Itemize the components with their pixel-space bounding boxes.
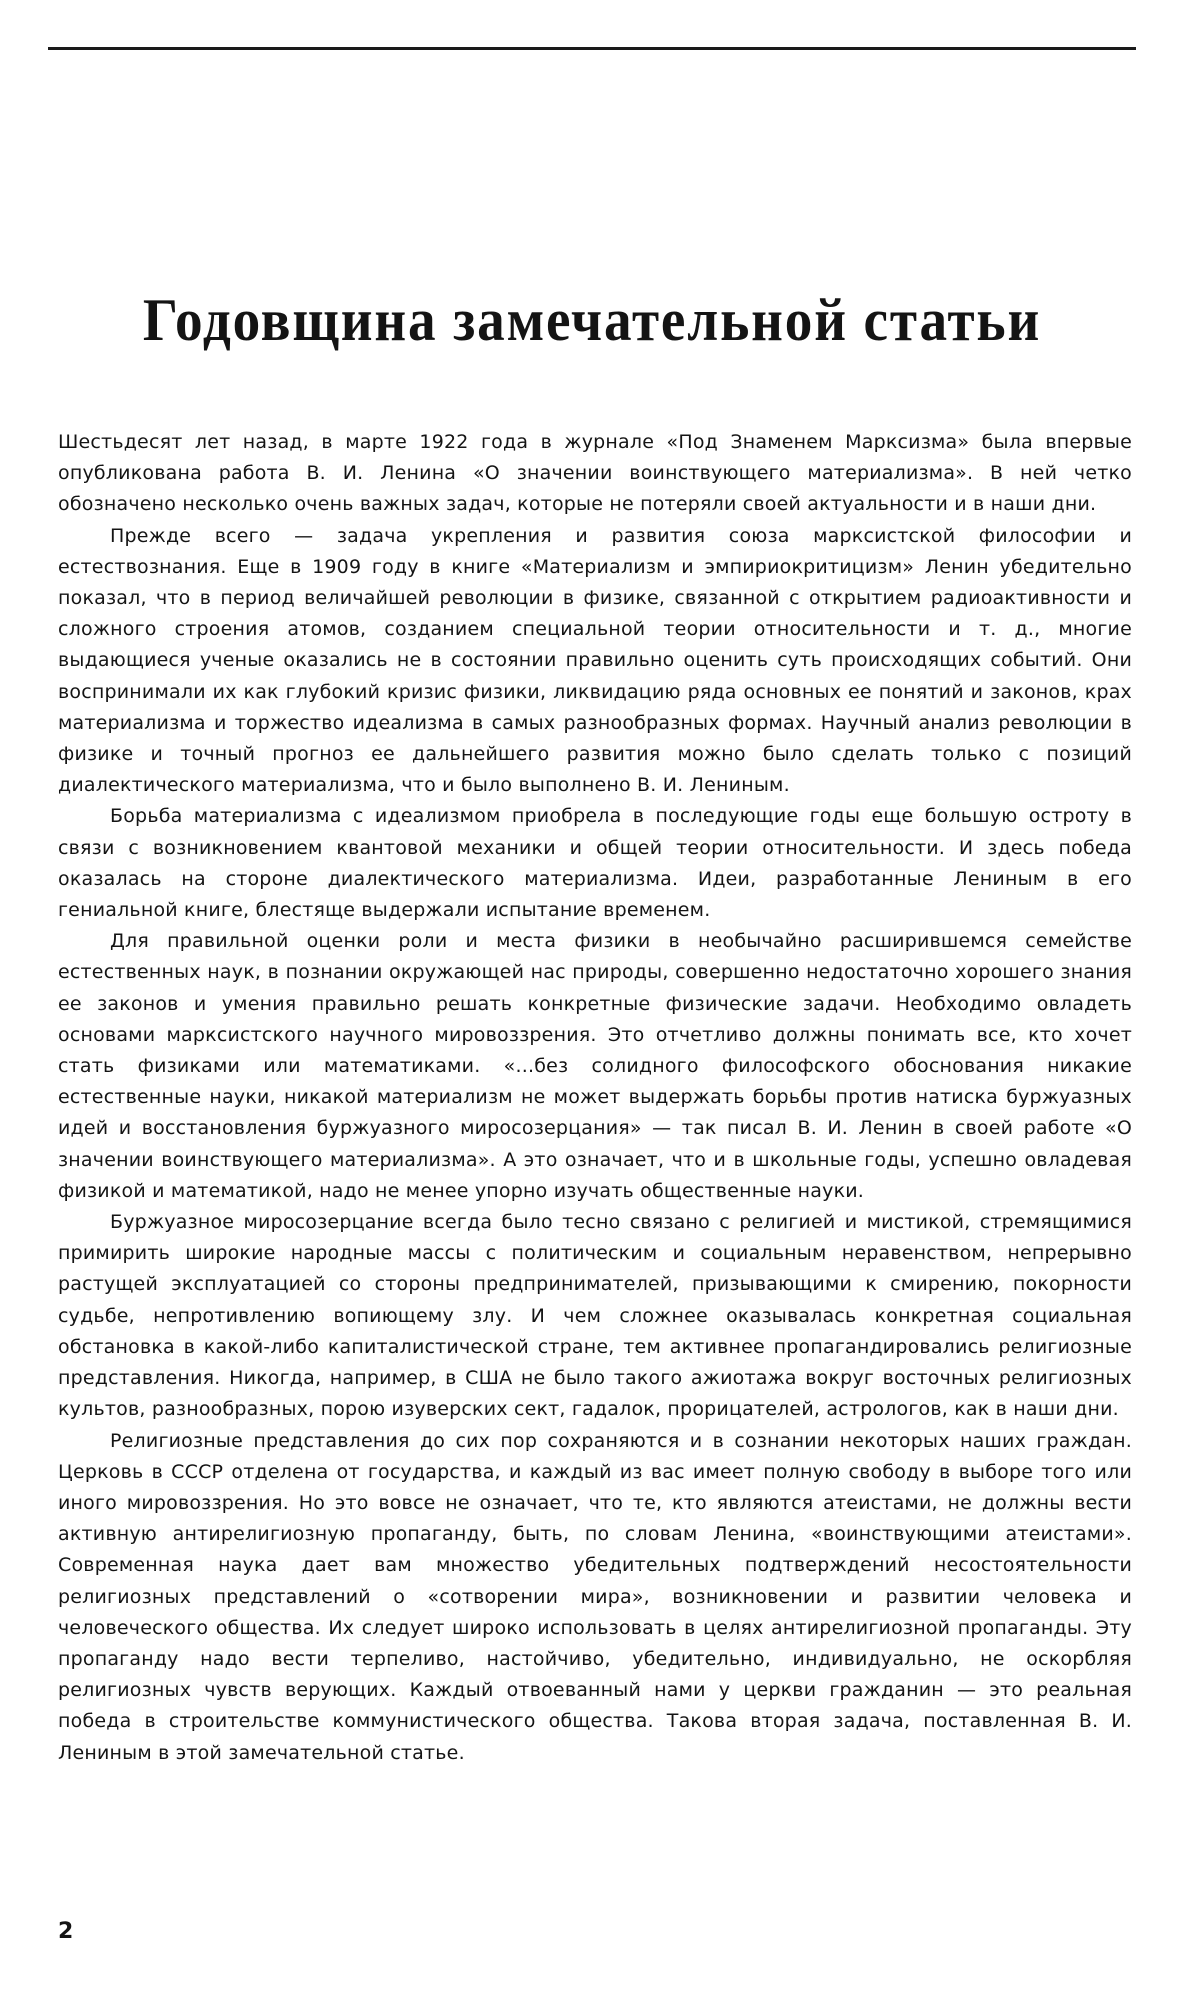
- paragraph-2: Прежде всего — задача укрепления и развития союза марксистской философии и естествознания. Еще в 1909 году в книге «Материализм и эмпириокритицизм» Ленин убедительно показал, что в период величайшей революции в физике, связанной с открытием радиоактивности и сложного строения атомов, созданием специальной теории относительности и т. д., многие выдающиеся ученые оказались не в состоянии правильно оценить суть происходящих событий. Они воспринимали их как глубокий кризис физики, ликвидацию ряда основных ее понятий и законов, крах материализма и торжество идеализма в самых разнообразных формах. Научный анализ революции в физике и точный прогноз ее дальнейшего развития можно было сделать только с позиций диалектического материализма, что и было выполнено В. И. Лениным.: [58, 524, 1132, 797]
- page-number: 2: [58, 1919, 74, 1944]
- article-title: Годовщина замечательной статьи: [142, 287, 1042, 353]
- paragraph-5: Буржуазное миросозерцание всегда было тесно связано с религией и мистикой, стремящимися примирить широкие народные массы с политическим и социальным неравенством, непрерывно растущей эксплуатацией со стороны предпринимателей, призывающими к смирению, покорности судьбе, непротивлению вопиющему злу. И чем сложнее оказывалась конкретная социальная обстановка в какой-либо капиталистической стране, тем активнее пропагандировались религиозные представления. Никогда, например, в США не было такого ажиотажа вокруг восточных религиозных культов, разнообразных, порою изуверских сект, гадалок, прорицателей, астрологов, как в наши дни.: [58, 1211, 1132, 1421]
- top-rule: [48, 47, 1136, 50]
- paragraph-6: Религиозные представления до сих пор сохраняются и в сознании некоторых наших граждан. Церковь в СССР отделена от государства, и каждый из вас имеет полную свободу в выборе того или иного мировоззрения. Но это вовсе не означает, что те, кто являются атеистами, не должны вести активную антирелигиозную пропаганду, быть, по словам Ленина, «воинствующими атеистами». Современная наука дает вам множество убедительных подтверждений несостоятельности религиозных представлений о «сотворении мира», возникновении и развитии человека и человеческого общества. Их следует широко использовать в целях антирелигиозной пропаганды. Эту пропаганду надо вести терпеливо, настойчиво, убедительно, индивидуально, не оскорбляя религиозных чувств верующих. Каждый отвоеванный нами у церкви гражданин — это реальная победа в строительстве коммунистического общества. Такова вторая задача, поставленная В. И. Лениным в этой замечательной статье.: [58, 1429, 1132, 1764]
- paragraph-4: Для правильной оценки роли и места физики в необычайно расширившемся семействе естественных наук, в познании окружающей нас природы, совершенно недостаточно хорошего знания ее законов и умения правильно решать конкретные физические задачи. Необходимо овладеть основами марксистского научного мировоззрения. Это отчетливо должны понимать все, кто хочет стать физиками или математиками. «...без солидного философского обоснования никакие естественные науки, никакой материализм не может выдержать борьбы против натиска буржуазных идей и восстановления буржуазного миросозерцания» — так писал В. И. Ленин в своей работе «О значении воинствующего материализма». А это означает, что и в школьные годы, успешно овладевая физикой и математикой, надо не менее упорно изучать общественные науки.: [58, 930, 1132, 1202]
- paragraph-1: Шестьдесят лет назад, в марте 1922 года в журнале «Под Знаменем Марксизма» была впервые опубликована работа В. И. Ленина «О значении воинствующего материализма». В ней четко обозначено несколько очень важных задач, которые не потеряли своей актуальности и в наши дни.: [58, 431, 1132, 516]
- article-body: [58, 427, 1132, 1769]
- paragraph-3: Борьба материализма с идеализмом приобрела в последующие годы еще большую остроту в связи с возникновением квантовой механики и общей теории относительности. И здесь победа оказалась на стороне диалектического материализма. Идеи, разработанные Лениным в его гениальной книге, блестяще выдержали испытание временем.: [58, 805, 1132, 922]
